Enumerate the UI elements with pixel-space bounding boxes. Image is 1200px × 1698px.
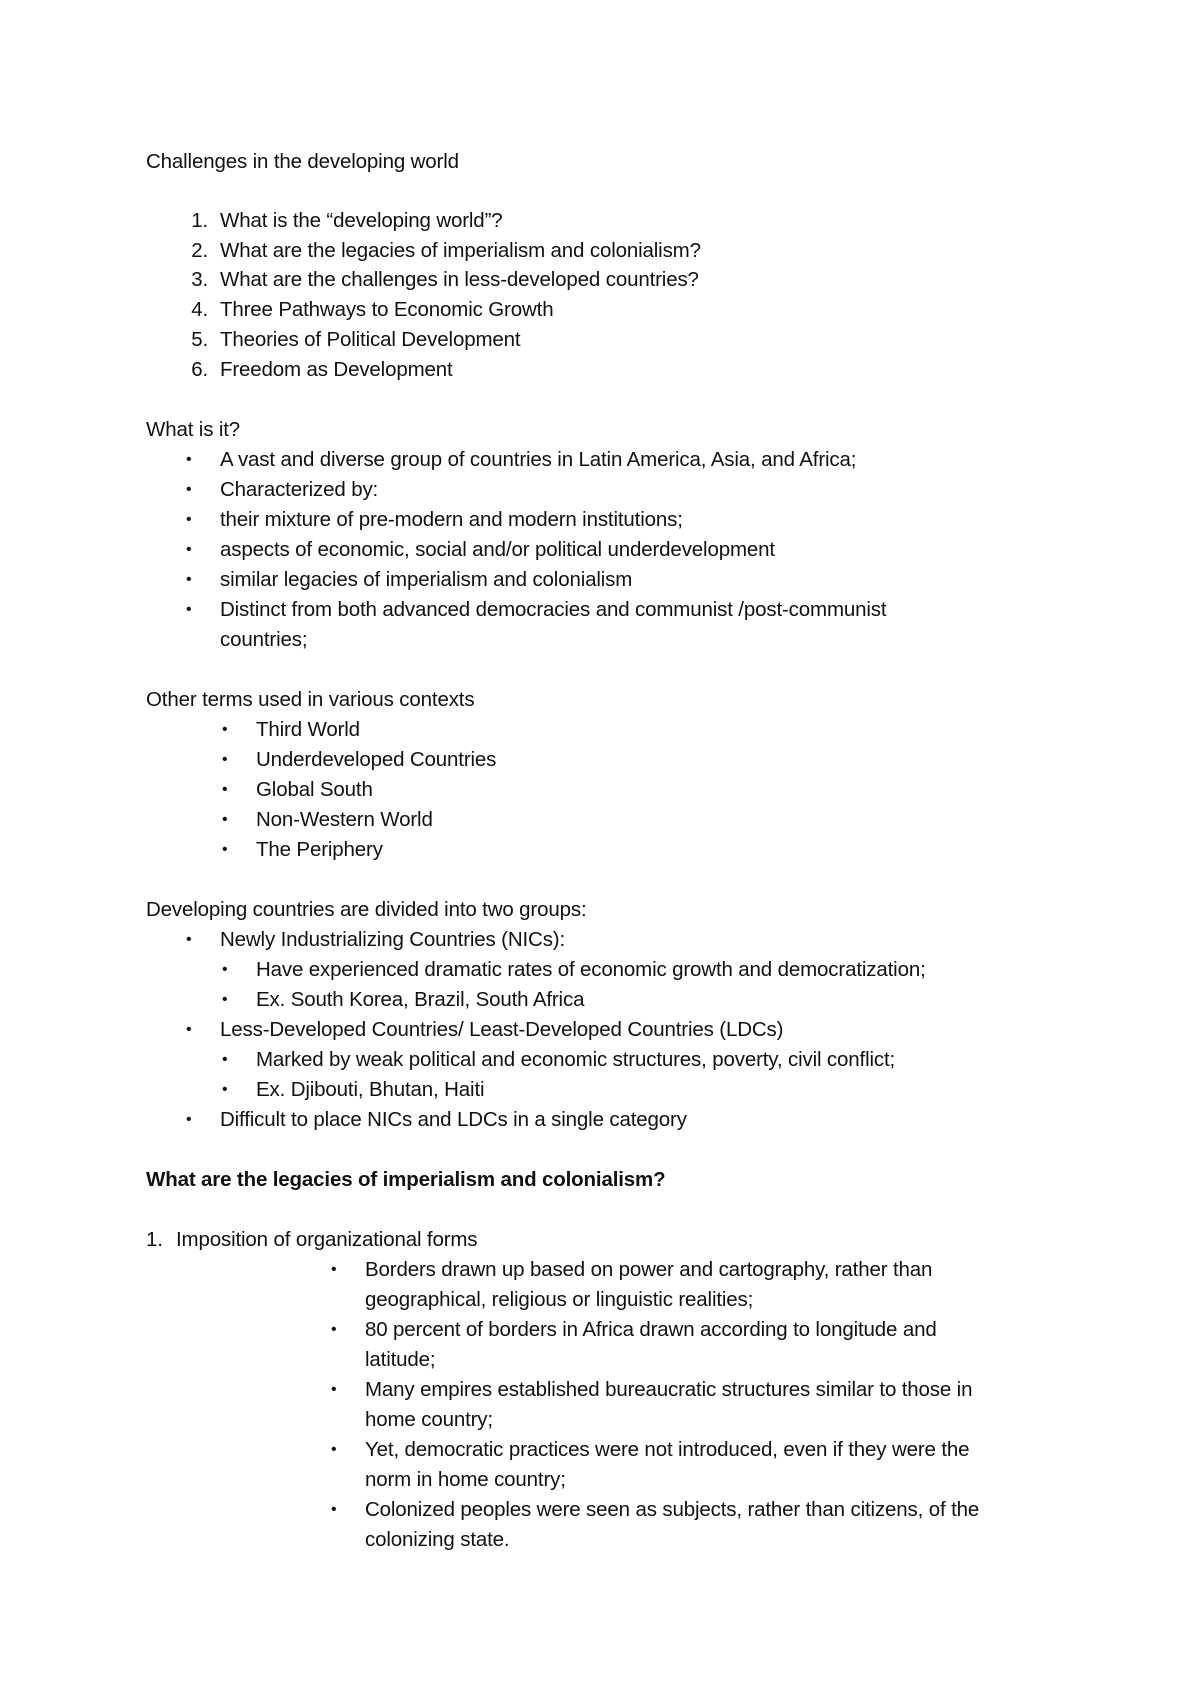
bullet: • [186, 481, 192, 498]
toc-number: 1. [191, 209, 208, 232]
bullet: • [331, 1261, 337, 1278]
list-item-continuation: latitude; [365, 1348, 436, 1371]
bullet: • [331, 1501, 337, 1518]
bullet: • [222, 781, 228, 798]
list-item-continuation: colonizing state. [365, 1528, 510, 1551]
bullet: • [186, 571, 192, 588]
section-heading-other-terms: Other terms used in various contexts [146, 688, 475, 711]
toc-text: What are the legacies of imperialism and colonialism? [220, 239, 701, 262]
bullet: • [186, 601, 192, 618]
list-item-continuation: geographical, religious or linguistic realities; [365, 1288, 754, 1311]
bullet: • [222, 1081, 228, 1098]
section-heading-legacies: What are the legacies of imperialism and colonialism? [146, 1168, 666, 1191]
bullet: • [222, 811, 228, 828]
bullet: • [222, 961, 228, 978]
bullet: • [186, 1021, 192, 1038]
section-heading-groups: Developing countries are divided into two groups: [146, 898, 587, 921]
toc-text: What are the challenges in less-developed countries? [220, 268, 699, 291]
bullet: • [186, 931, 192, 948]
toc-text: Freedom as Development [220, 358, 453, 381]
toc-number: 3. [191, 268, 208, 291]
item-number: 1. [146, 1228, 163, 1251]
toc-text: What is the “developing world”? [220, 209, 503, 232]
toc-number: 6. [191, 358, 208, 381]
bullet: • [222, 1051, 228, 1068]
bullet: • [186, 511, 192, 528]
section-heading-what-is-it: What is it? [146, 418, 241, 441]
toc-number: 5. [191, 328, 208, 351]
bullet: • [222, 991, 228, 1008]
list-item-continuation: norm in home country; [365, 1468, 566, 1491]
bullet: • [186, 541, 192, 558]
legacies-item [146, 1226, 478, 1254]
item-title: Imposition of organizational forms [176, 1228, 478, 1251]
document-title: Challenges in the developing world [146, 150, 459, 173]
toc-text: Theories of Political Development [220, 328, 521, 351]
document-page: Challenges in the developing world 1. What is the “developing world”? 2. What are the legacies of imperialism and colonialism? 3. What are the challenges in less-developed countries? 4. Three Pathways to Economic Growth 5. Theories of Political Development 6. Freedom as Development What is it? • A vast and diverse group of countries in Latin America, Asia, and Africa; • Characterized by: • their mixture of pre-modern and modern institutions; • aspects of economic, social and/or political underdevelopment • similar legacies of imperialism and colonialism • Distinct from both advanced democracies and communist /post-communist countries; Other terms used in various contexts • Third World • Underdeveloped Countries • Global South • Non-Western World • The Periphery Developing countries are divided into two groups: • Newly Industrializing Countries (NICs): • Have experienced dramatic rates of economic growth and democratization; • Ex. South Korea, Brazil, South Africa • Less-Developed Countries/ Least-Developed Countries (LDCs) • Marked by weak political and economic structures, poverty, civil conflict; • Ex. Djibouti, Bhutan, Haiti • Difficult to place NICs and LDCs in a single category What are the legacies of imperialism and colonialism? 1. Imposition of organizational forms • Borders drawn up based on power and cartography, rather than geographical, religious or linguistic realities; • 80 percent of borders in Africa drawn according to longitude and latitude; • Many empires established bureaucratic structures similar to those in home country; • Yet, democratic practices were not introduced, even if they were the norm in home country; • Colonized peoples were seen as subjects, rather than citizens, of the colonizing state. [0, 0, 1200, 1698]
toc-text: Three Pathways to Economic Growth [220, 298, 554, 321]
bullet: • [331, 1441, 337, 1458]
bullet: • [331, 1321, 337, 1338]
bullet: • [186, 451, 192, 468]
list-item-continuation: home country; [365, 1408, 493, 1431]
list-item-continuation: countries; [220, 628, 308, 651]
bullet: • [222, 751, 228, 768]
bullet: • [222, 721, 228, 738]
toc-number: 2. [191, 239, 208, 262]
bullet: • [186, 1111, 192, 1128]
bullet: • [331, 1381, 337, 1398]
toc-number: 4. [191, 298, 208, 321]
bullet: • [222, 841, 228, 858]
